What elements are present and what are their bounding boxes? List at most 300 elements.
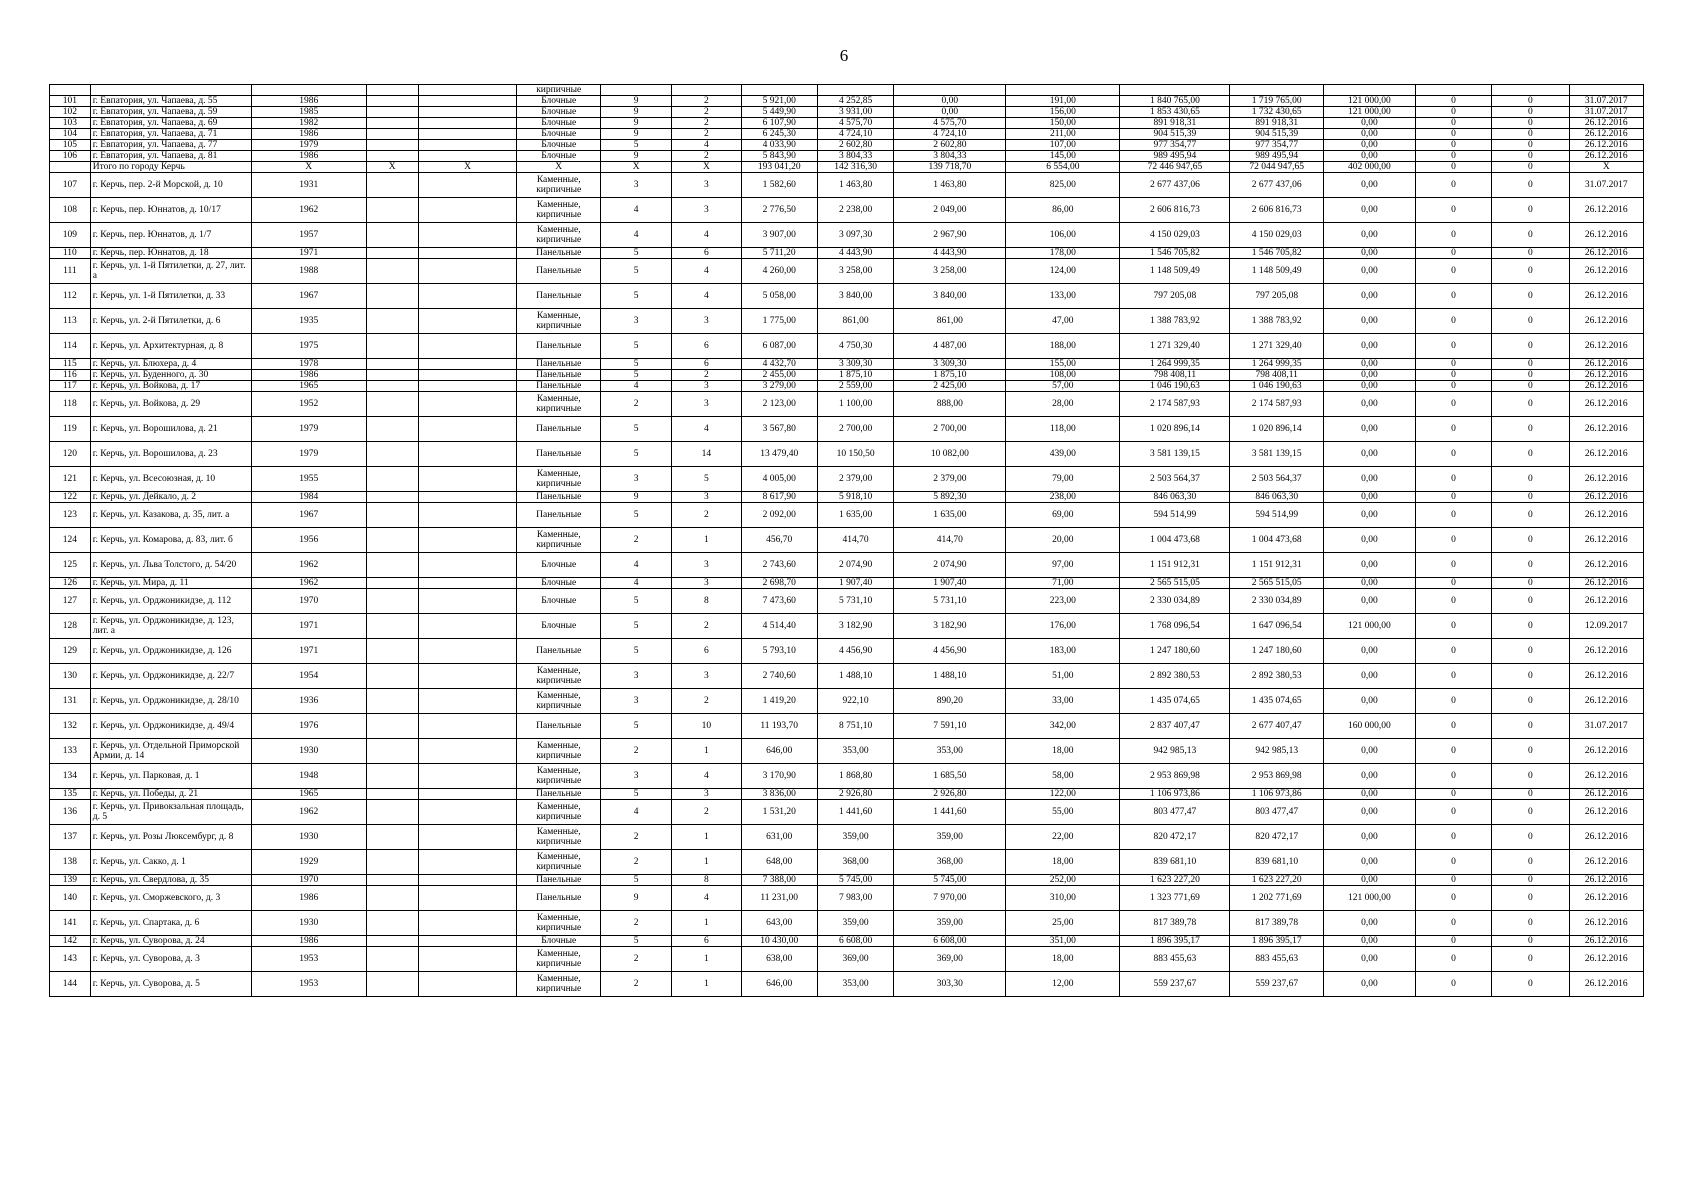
table-cell: 0 bbox=[1415, 162, 1491, 173]
table-cell: 5 843,90 bbox=[741, 151, 817, 162]
table-row bbox=[50, 947, 1644, 972]
table-cell: 2 bbox=[601, 850, 672, 875]
table-cell bbox=[418, 789, 517, 800]
table-cell: 122 bbox=[50, 492, 91, 503]
table-cell: 0 bbox=[1415, 614, 1491, 639]
table-row bbox=[50, 789, 1644, 800]
table-cell: X bbox=[1569, 162, 1643, 173]
table-cell: 0 bbox=[1492, 284, 1569, 309]
cell-material: Каменные, кирпичные bbox=[517, 467, 601, 492]
table-cell: 2 565 515,05 bbox=[1230, 578, 1324, 589]
table-cell: 1 106 973,86 bbox=[1120, 789, 1230, 800]
table-cell: 10 150,50 bbox=[817, 442, 893, 467]
table-cell bbox=[366, 714, 418, 739]
table-row bbox=[50, 96, 1644, 107]
table-cell bbox=[366, 503, 418, 528]
table-cell: 129 bbox=[50, 639, 91, 664]
table-cell: 0,00 bbox=[1324, 850, 1416, 875]
cell-material: Блочные bbox=[517, 936, 601, 947]
table-cell: 18,00 bbox=[1006, 739, 1120, 764]
table-cell: 891 918,31 bbox=[1120, 118, 1230, 129]
table-cell: 2 bbox=[601, 947, 672, 972]
table-cell: 1957 bbox=[251, 223, 366, 248]
table-cell: 26.12.2016 bbox=[1569, 664, 1643, 689]
table-cell: 0 bbox=[1492, 309, 1569, 334]
table-cell: 9 bbox=[601, 492, 672, 503]
table-cell: 145,00 bbox=[1006, 151, 1120, 162]
table-cell: 1 247 180,60 bbox=[1230, 639, 1324, 664]
cell-material: Панельные bbox=[517, 789, 601, 800]
table-cell: 1 bbox=[672, 825, 741, 850]
cell-address: г. Керчь, пер. Юннатов, д. 1/7 bbox=[90, 223, 251, 248]
table-cell: 0 bbox=[1415, 284, 1491, 309]
table-cell: 9 bbox=[601, 96, 672, 107]
table-cell: 0 bbox=[1492, 947, 1569, 972]
table-cell bbox=[366, 886, 418, 911]
table-cell: 31.07.2017 bbox=[1569, 107, 1643, 118]
table-cell: 3 bbox=[672, 173, 741, 198]
table-cell: 2 bbox=[601, 911, 672, 936]
table-cell: 3 840,00 bbox=[894, 284, 1006, 309]
table-cell: 0 bbox=[1415, 492, 1491, 503]
table-cell: 5 bbox=[601, 789, 672, 800]
table-cell bbox=[418, 528, 517, 553]
table-cell: X bbox=[366, 162, 418, 173]
cell-material: Блочные bbox=[517, 140, 601, 151]
table-cell: 193 041,20 bbox=[741, 162, 817, 173]
table-row bbox=[50, 639, 1644, 664]
table-cell: 9 bbox=[601, 118, 672, 129]
cell-material: Каменные, кирпичные bbox=[517, 825, 601, 850]
table-cell: 0 bbox=[1492, 417, 1569, 442]
cell-material: Блочные bbox=[517, 589, 601, 614]
table-cell: 797 205,08 bbox=[1230, 284, 1324, 309]
cell-material: Блочные bbox=[517, 107, 601, 118]
table-cell: 0 bbox=[1492, 198, 1569, 223]
table-cell: 176,00 bbox=[1006, 614, 1120, 639]
cell-material: Каменные, кирпичные bbox=[517, 173, 601, 198]
table-cell: 1 875,10 bbox=[817, 370, 893, 381]
table-cell: 2 379,00 bbox=[817, 467, 893, 492]
table-cell bbox=[418, 359, 517, 370]
table-cell bbox=[366, 614, 418, 639]
table-cell: 0,00 bbox=[1324, 739, 1416, 764]
table-cell: 116 bbox=[50, 370, 91, 381]
table-cell: 2 677 437,06 bbox=[1230, 173, 1324, 198]
table-cell bbox=[366, 936, 418, 947]
table-cell: 0 bbox=[1492, 553, 1569, 578]
table-cell: 0,00 bbox=[1324, 578, 1416, 589]
table-cell: 1 046 190,63 bbox=[1230, 381, 1324, 392]
table-cell: 0 bbox=[1415, 589, 1491, 614]
table-cell: 2 bbox=[601, 825, 672, 850]
table-cell: 5 921,00 bbox=[741, 96, 817, 107]
table-cell: 977 354,77 bbox=[1120, 140, 1230, 151]
table-cell: 238,00 bbox=[1006, 492, 1120, 503]
table-cell: 2 953 869,98 bbox=[1230, 764, 1324, 789]
table-cell: 3 309,30 bbox=[817, 359, 893, 370]
cell-empty bbox=[741, 85, 817, 96]
table-cell: 119 bbox=[50, 417, 91, 442]
table-cell: 1 546 705,82 bbox=[1230, 248, 1324, 259]
table-cell bbox=[366, 789, 418, 800]
table-cell: 942 985,13 bbox=[1120, 739, 1230, 764]
table-cell: 1962 bbox=[251, 800, 366, 825]
table-cell: 846 063,30 bbox=[1120, 492, 1230, 503]
table-cell: 0,00 bbox=[1324, 947, 1416, 972]
table-cell: 0 bbox=[1492, 789, 1569, 800]
table-cell: 144 bbox=[50, 972, 91, 997]
cell-material: Панельные bbox=[517, 503, 601, 528]
table-row bbox=[50, 392, 1644, 417]
table-cell: 353,00 bbox=[817, 739, 893, 764]
table-cell: 4 bbox=[672, 140, 741, 151]
table-cell: 0 bbox=[1415, 129, 1491, 140]
table-cell: 0,00 bbox=[1324, 381, 1416, 392]
table-cell bbox=[366, 589, 418, 614]
table-cell: 115 bbox=[50, 359, 91, 370]
table-row bbox=[50, 309, 1644, 334]
table-cell: 4 443,90 bbox=[817, 248, 893, 259]
table-cell: 137 bbox=[50, 825, 91, 850]
table-cell: 5 bbox=[601, 284, 672, 309]
table-cell: 2 565 515,05 bbox=[1120, 578, 1230, 589]
table-cell: 4 bbox=[601, 223, 672, 248]
table-cell: 211,00 bbox=[1006, 129, 1120, 140]
table-cell: 5 bbox=[601, 334, 672, 359]
table-cell: 2 238,00 bbox=[817, 198, 893, 223]
table-cell: 121 000,00 bbox=[1324, 96, 1416, 107]
table-cell: 79,00 bbox=[1006, 467, 1120, 492]
table-cell: 0,00 bbox=[894, 107, 1006, 118]
table-cell: 26.12.2016 bbox=[1569, 198, 1643, 223]
table-cell: 883 455,63 bbox=[1120, 947, 1230, 972]
table-cell: 5 bbox=[601, 936, 672, 947]
table-cell: 9 bbox=[601, 151, 672, 162]
table-cell: 1971 bbox=[251, 614, 366, 639]
table-row bbox=[50, 223, 1644, 248]
table-cell: 2 330 034,89 bbox=[1230, 589, 1324, 614]
cell-empty bbox=[601, 85, 672, 96]
table-cell: 839 681,10 bbox=[1230, 850, 1324, 875]
table-row bbox=[50, 284, 1644, 309]
table-cell: 141 bbox=[50, 911, 91, 936]
table-cell: 0 bbox=[1492, 800, 1569, 825]
table-cell: 1 202 771,69 bbox=[1230, 886, 1324, 911]
table-cell: 0,00 bbox=[894, 96, 1006, 107]
table-cell: 559 237,67 bbox=[1230, 972, 1324, 997]
table-cell: 0,00 bbox=[1324, 911, 1416, 936]
table-cell: 0 bbox=[1492, 689, 1569, 714]
table-cell: 2 677 437,06 bbox=[1120, 173, 1230, 198]
table-cell bbox=[366, 392, 418, 417]
table-cell: 26.12.2016 bbox=[1569, 284, 1643, 309]
table-row bbox=[50, 359, 1644, 370]
table-cell bbox=[50, 162, 91, 173]
table-cell: 0 bbox=[1492, 528, 1569, 553]
table-cell: 353,00 bbox=[894, 739, 1006, 764]
cell-material: Блочные bbox=[517, 553, 601, 578]
table-cell: 368,00 bbox=[817, 850, 893, 875]
cell-empty bbox=[817, 85, 893, 96]
table-cell: 1986 bbox=[251, 151, 366, 162]
table-cell: 1 546 705,82 bbox=[1120, 248, 1230, 259]
table-cell: 414,70 bbox=[817, 528, 893, 553]
table-cell: 2 174 587,93 bbox=[1120, 392, 1230, 417]
table-cell: 12,00 bbox=[1006, 972, 1120, 997]
cell-material: Каменные, кирпичные bbox=[517, 739, 601, 764]
table-cell: 26.12.2016 bbox=[1569, 259, 1643, 284]
table-cell: 47,00 bbox=[1006, 309, 1120, 334]
table-cell: 55,00 bbox=[1006, 800, 1120, 825]
table-cell: 2 bbox=[601, 392, 672, 417]
table-cell: 0,00 bbox=[1324, 972, 1416, 997]
table-cell: 26.12.2016 bbox=[1569, 589, 1643, 614]
cell-material: Каменные, кирпичные bbox=[517, 800, 601, 825]
table-row bbox=[50, 714, 1644, 739]
table-cell: 0 bbox=[1415, 886, 1491, 911]
table-cell: 0 bbox=[1415, 198, 1491, 223]
table-cell: 0,00 bbox=[1324, 936, 1416, 947]
table-cell: 5 793,10 bbox=[741, 639, 817, 664]
table-cell bbox=[366, 764, 418, 789]
table-cell: 125 bbox=[50, 553, 91, 578]
table-cell: 888,00 bbox=[894, 392, 1006, 417]
table-cell: 86,00 bbox=[1006, 198, 1120, 223]
table-cell: 126 bbox=[50, 578, 91, 589]
table-cell: 0 bbox=[1492, 370, 1569, 381]
table-cell: 3 804,33 bbox=[817, 151, 893, 162]
table-row bbox=[50, 467, 1644, 492]
table-cell: 0,00 bbox=[1324, 309, 1416, 334]
table-cell: 3 bbox=[672, 789, 741, 800]
table-cell: 3 097,30 bbox=[817, 223, 893, 248]
table-cell bbox=[418, 284, 517, 309]
table-cell: 1979 bbox=[251, 417, 366, 442]
table-cell: 3 836,00 bbox=[741, 789, 817, 800]
cell-material: Панельные bbox=[517, 359, 601, 370]
table-cell: 1 623 227,20 bbox=[1230, 875, 1324, 886]
table-cell bbox=[366, 107, 418, 118]
cell-material: Каменные, кирпичные bbox=[517, 972, 601, 997]
table-cell: 0,00 bbox=[1324, 528, 1416, 553]
cell-address: г. Евпатория, ул. Чапаева, д. 77 bbox=[90, 140, 251, 151]
table-cell: 456,70 bbox=[741, 528, 817, 553]
table-cell: 6 bbox=[672, 359, 741, 370]
table-row bbox=[50, 911, 1644, 936]
table-row bbox=[50, 129, 1644, 140]
table-cell: 310,00 bbox=[1006, 886, 1120, 911]
table-cell: 6 608,00 bbox=[894, 936, 1006, 947]
table-cell: 0,00 bbox=[1324, 492, 1416, 503]
table-cell: 0 bbox=[1415, 911, 1491, 936]
table-cell: 26.12.2016 bbox=[1569, 503, 1643, 528]
table-cell: 0,00 bbox=[1324, 248, 1416, 259]
table-cell: 1 463,80 bbox=[894, 173, 1006, 198]
table-cell: 1 435 074,65 bbox=[1120, 689, 1230, 714]
table-cell: 2 606 816,73 bbox=[1230, 198, 1324, 223]
table-cell: 26.12.2016 bbox=[1569, 334, 1643, 359]
table-cell: 5 918,10 bbox=[817, 492, 893, 503]
table-cell: 2 174 587,93 bbox=[1230, 392, 1324, 417]
table-cell: 26.12.2016 bbox=[1569, 886, 1643, 911]
table-cell: 2 074,90 bbox=[894, 553, 1006, 578]
table-cell: 134 bbox=[50, 764, 91, 789]
table-cell: 0,00 bbox=[1324, 370, 1416, 381]
table-cell: 0 bbox=[1492, 972, 1569, 997]
table-cell: 594 514,99 bbox=[1120, 503, 1230, 528]
table-cell: 0 bbox=[1415, 370, 1491, 381]
table-cell: 155,00 bbox=[1006, 359, 1120, 370]
cell-address: г. Керчь, ул. Свердлова, д. 35 bbox=[90, 875, 251, 886]
table-cell: 26.12.2016 bbox=[1569, 639, 1643, 664]
page-number: 6 bbox=[839, 46, 849, 65]
table-cell bbox=[366, 972, 418, 997]
table-cell: 124,00 bbox=[1006, 259, 1120, 284]
table-cell: 135 bbox=[50, 789, 91, 800]
table-row bbox=[50, 764, 1644, 789]
table-cell: 825,00 bbox=[1006, 173, 1120, 198]
table-cell: 2 559,00 bbox=[817, 381, 893, 392]
table-cell: 1 907,40 bbox=[894, 578, 1006, 589]
cell-address: г. Керчь, ул. Розы Люксембург, д. 8 bbox=[90, 825, 251, 850]
table-cell: 18,00 bbox=[1006, 947, 1120, 972]
table-cell bbox=[418, 118, 517, 129]
table-cell: 1 896 395,17 bbox=[1120, 936, 1230, 947]
table-cell: 1 bbox=[672, 528, 741, 553]
table-cell: 2 bbox=[672, 129, 741, 140]
table-cell: 2 602,80 bbox=[817, 140, 893, 151]
table-cell: 69,00 bbox=[1006, 503, 1120, 528]
table-cell: 3 bbox=[672, 309, 741, 334]
table-row-continuation bbox=[50, 85, 1644, 96]
cell-address: г. Керчь, ул. 2-й Пятилетки, д. 6 bbox=[90, 309, 251, 334]
table-cell: 7 591,10 bbox=[894, 714, 1006, 739]
table-cell: 342,00 bbox=[1006, 714, 1120, 739]
cell-address: г. Керчь, ул. 1-й Пятилетки, д. 27, лит. а bbox=[90, 259, 251, 284]
table-cell: 103 bbox=[50, 118, 91, 129]
table-cell: 0 bbox=[1492, 162, 1569, 173]
table-row bbox=[50, 442, 1644, 467]
table-cell: 2 123,00 bbox=[741, 392, 817, 417]
table-cell: 4 724,10 bbox=[817, 129, 893, 140]
table-cell bbox=[366, 118, 418, 129]
table-cell bbox=[366, 381, 418, 392]
table-cell: 22,00 bbox=[1006, 825, 1120, 850]
table-cell: 142 bbox=[50, 936, 91, 947]
table-cell: 57,00 bbox=[1006, 381, 1120, 392]
table-cell bbox=[366, 947, 418, 972]
table-cell: 4 bbox=[672, 417, 741, 442]
table-cell: 133 bbox=[50, 739, 91, 764]
table-cell bbox=[418, 689, 517, 714]
table-cell: 0 bbox=[1492, 739, 1569, 764]
table-cell: 1 441,60 bbox=[894, 800, 1006, 825]
table-cell: 1 bbox=[672, 850, 741, 875]
cell-material: Каменные, кирпичные bbox=[517, 664, 601, 689]
table-cell: 26.12.2016 bbox=[1569, 140, 1643, 151]
table-cell: 5 bbox=[672, 467, 741, 492]
table-cell: 904 515,39 bbox=[1120, 129, 1230, 140]
table-cell: 6 554,00 bbox=[1006, 162, 1120, 173]
table-cell: 0 bbox=[1492, 442, 1569, 467]
table-cell: 5 bbox=[601, 714, 672, 739]
table-cell: 1 151 912,31 bbox=[1230, 553, 1324, 578]
table-cell: 1 271 329,40 bbox=[1230, 334, 1324, 359]
table-cell bbox=[366, 467, 418, 492]
cell-address: г. Евпатория, ул. Чапаева, д. 71 bbox=[90, 129, 251, 140]
table-cell bbox=[366, 442, 418, 467]
table-cell bbox=[418, 578, 517, 589]
table-row bbox=[50, 850, 1644, 875]
table-cell: 26.12.2016 bbox=[1569, 972, 1643, 997]
table-cell: 1986 bbox=[251, 370, 366, 381]
table-cell: 5 bbox=[601, 589, 672, 614]
table-cell: 1955 bbox=[251, 467, 366, 492]
table-cell: 0,00 bbox=[1324, 198, 1416, 223]
table-cell: 3 bbox=[601, 309, 672, 334]
table-cell: 4 bbox=[601, 800, 672, 825]
table-cell bbox=[366, 739, 418, 764]
table-cell: 0 bbox=[1492, 467, 1569, 492]
table-cell bbox=[418, 936, 517, 947]
table-cell: 106,00 bbox=[1006, 223, 1120, 248]
table-cell: 3 258,00 bbox=[894, 259, 1006, 284]
table-cell bbox=[366, 284, 418, 309]
table-cell: 3 bbox=[601, 664, 672, 689]
table-cell: 1988 bbox=[251, 259, 366, 284]
table-cell: 9 bbox=[601, 129, 672, 140]
table-cell: 6 bbox=[672, 639, 741, 664]
cell-material: Панельные bbox=[517, 492, 601, 503]
table-cell: 631,00 bbox=[741, 825, 817, 850]
table-cell: 1 264 999,35 bbox=[1120, 359, 1230, 370]
table-cell: 118,00 bbox=[1006, 417, 1120, 442]
table-cell: 4 750,30 bbox=[817, 334, 893, 359]
cell-empty bbox=[1569, 85, 1643, 96]
table-cell: 1 148 509,49 bbox=[1230, 259, 1324, 284]
cell-material: Каменные, кирпичные bbox=[517, 223, 601, 248]
cell-empty bbox=[1120, 85, 1230, 96]
table-cell: 8 617,90 bbox=[741, 492, 817, 503]
table-cell: 4 150 029,03 bbox=[1230, 223, 1324, 248]
table-cell: 120 bbox=[50, 442, 91, 467]
table-cell: 368,00 bbox=[894, 850, 1006, 875]
table-cell: 1984 bbox=[251, 492, 366, 503]
table-row bbox=[50, 118, 1644, 129]
table-cell bbox=[418, 911, 517, 936]
cell-material: Панельные bbox=[517, 381, 601, 392]
table-cell: 353,00 bbox=[817, 972, 893, 997]
table-cell: 414,70 bbox=[894, 528, 1006, 553]
table-cell: 1986 bbox=[251, 886, 366, 911]
table-cell: 0 bbox=[1492, 359, 1569, 370]
table-cell: X bbox=[418, 162, 517, 173]
table-cell: 150,00 bbox=[1006, 118, 1120, 129]
table-cell: 2 bbox=[601, 739, 672, 764]
table-cell bbox=[418, 875, 517, 886]
table-cell: 0 bbox=[1492, 129, 1569, 140]
table-cell: 3 bbox=[672, 664, 741, 689]
table-cell: 0 bbox=[1415, 392, 1491, 417]
cell-empty bbox=[1324, 85, 1416, 96]
cell-address: г. Керчь, ул. Войкова, д. 17 bbox=[90, 381, 251, 392]
table-cell: 6 245,30 bbox=[741, 129, 817, 140]
table-row bbox=[50, 417, 1644, 442]
table-cell: 4 575,70 bbox=[817, 118, 893, 129]
table-cell: 5 745,00 bbox=[894, 875, 1006, 886]
table-cell: 1962 bbox=[251, 198, 366, 223]
